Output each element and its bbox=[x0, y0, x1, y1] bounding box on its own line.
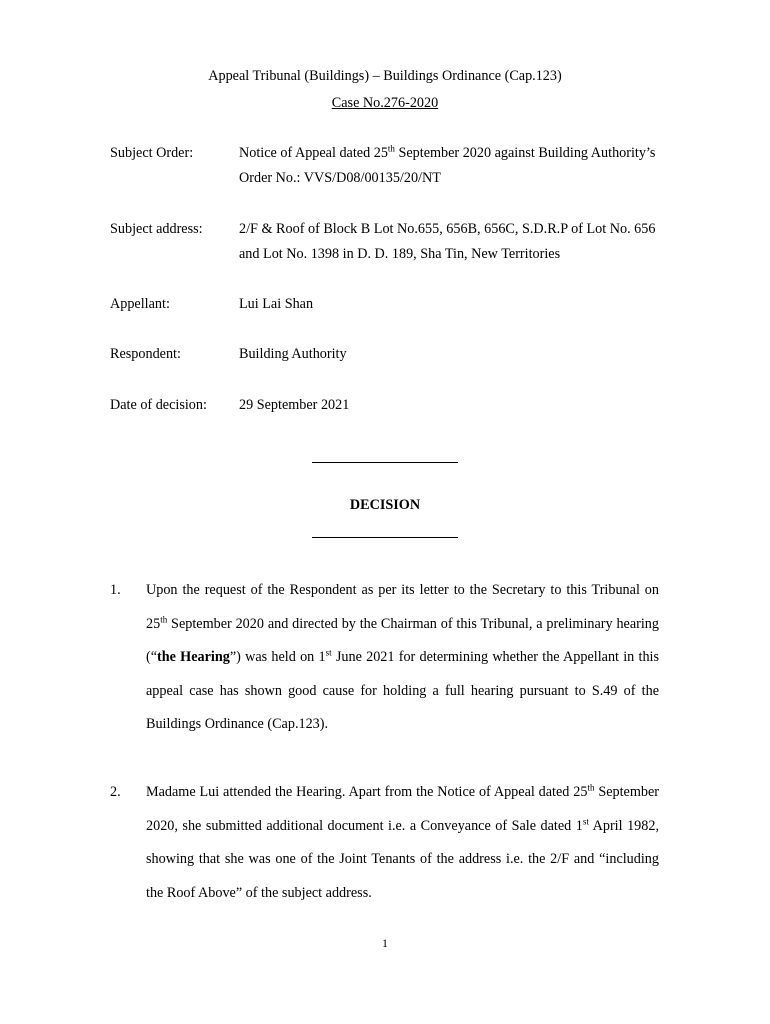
document-title: Appeal Tribunal (Buildings) – Buildings Ordinance (Cap.123) bbox=[208, 68, 562, 84]
subject-address-label: Subject address: bbox=[110, 221, 203, 237]
subject-order-label: Subject Order: bbox=[110, 145, 194, 161]
respondent-value: Building Authority bbox=[239, 346, 347, 362]
case-number: Case No.276-2020 bbox=[331, 95, 439, 111]
divider-bottom bbox=[312, 537, 458, 538]
respondent-label: Respondent: bbox=[110, 346, 181, 362]
appellant-label: Appellant: bbox=[110, 296, 170, 312]
paragraph-2-number: 2. bbox=[110, 784, 121, 800]
subject-order-value: Notice of Appeal dated 25th September 2020 against Building Authority’s Order No.: VVS/D08/00135/20/NT bbox=[239, 143, 656, 186]
appellant-value: Lui Lai Shan bbox=[239, 296, 314, 312]
decision-heading: DECISION bbox=[349, 497, 421, 513]
subject-address-value: 2/F & Roof of Block B Lot No.655, 656B, 656C, S.D.R.P of Lot No. 656 and Lot No. 1398 in D. D. 189, Sha Tin, New Territories bbox=[239, 221, 656, 262]
divider-top bbox=[312, 462, 458, 463]
page-number: 1 bbox=[382, 936, 388, 950]
paragraph-1-number: 1. bbox=[110, 582, 121, 598]
paragraph-1: Upon the request of the Respondent as per its letter to the Secretary to this Tribunal on 25th September 2020 and directed by the Chairman of this Tribunal, a preliminary hearing (“the Hearing”) was held on 1st June 2021 for determining whether the Appellant in this appeal case has shown good cause for holding a full hearing pursuant to S.49 of the Buildings Ordinance (Cap.123). bbox=[146, 582, 660, 732]
date-of-decision-value: 29 September 2021 bbox=[239, 397, 350, 413]
date-of-decision-label: Date of decision: bbox=[110, 397, 207, 413]
paragraph-2: Madame Lui attended the Hearing. Apart from the Notice of Appeal dated 25th September 2020, she submitted additional document i.e. a Conveyance of Sale dated 1st April 1982, showing that she was one of the Joint Tenants of the address i.e. the 2/F and “including the Roof Above” of the subject address. bbox=[146, 782, 659, 901]
